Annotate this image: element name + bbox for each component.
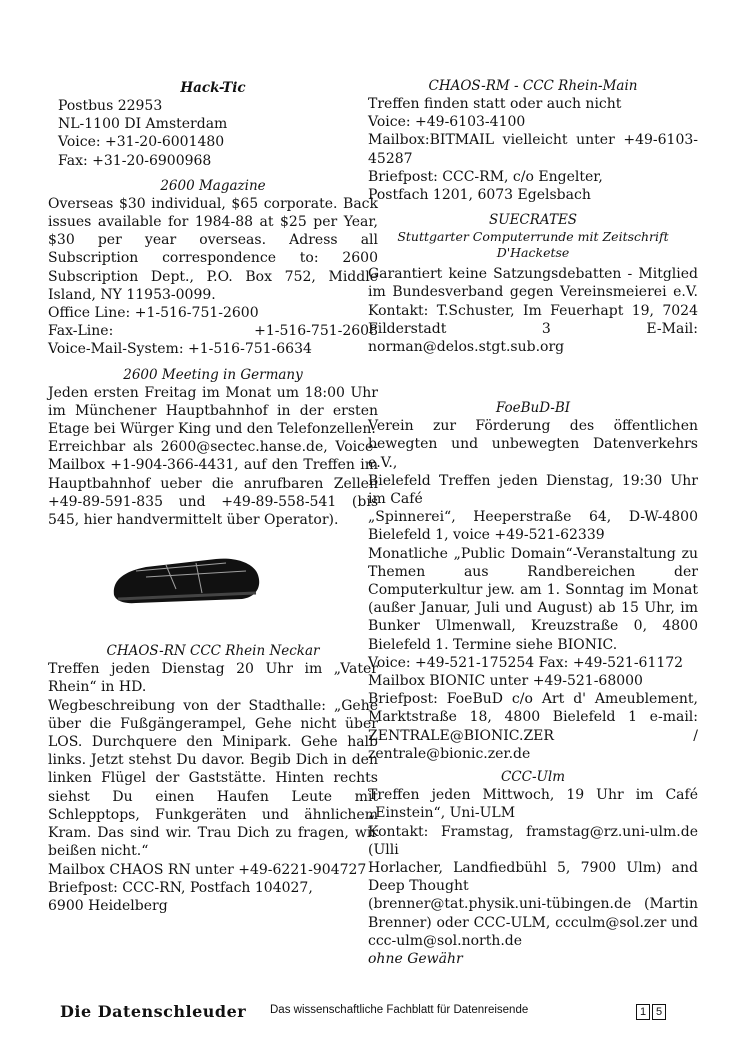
hacktic-line: Fax: +31-20-6900968 [58,152,212,169]
hacktic-line: Voice: +31-20-6001480 [58,134,225,151]
ccculm-heading: CCC-Ulm [500,769,566,786]
chaosrm-heading: CHAOS-RM - CCC Rhein-Main [428,78,638,94]
page-number [636,1000,668,1020]
hacktic-line: NL-1100 DI Amsterdam [58,116,228,133]
suecrates-subtitle-2: D'Hacketse [496,245,570,261]
magazine-voicemail: Voice-Mail-System: +1-516-751-6634 [48,341,312,358]
chaosrm-post-1: Briefpost: CCC-RM, c/o Engelter, [368,168,603,185]
chaosrm-line-1: Treffen finden statt oder auch nicht [368,96,622,112]
chaosrn-body-1: Treffen jeden Dienstag 20 Uhr im „Vater Rhein“ in HD. [48,661,378,696]
magazine-fax-line [48,322,378,340]
foebud-body-4: Monatliche „Public Domain“-Veranstaltung zu Themen aus Randbereichen der Computerkultur jew. am 1. Sonntag im Monat (außer Januar, Juli und August) ab 15 Uhr, im Bunker Ulmenwall, Kreuzstraße 0, 4800 Bielefeld 1. Termine siehe BIONIC. [368,545,698,653]
meeting-body-2: Erreichbar als 2600@sectec.hanse.de, Voice-Mailbox +1-904-366-4431, auf den Treffen im Hauptbahnhof ueber die anrufbaren Zellen +49-89-591-835 und +49-89-558-541 (bis 545, hier handvermittelt über Operator). [48,439,378,529]
page-digit: 1 [636,1004,650,1020]
right-column [368,78,698,972]
ccculm-body-2: Kontakt: Framstag, framstag@rz.uni-ulm.de (Ulli [368,823,698,858]
fax-label: Fax-Line: [48,323,114,340]
chaosrm-line-2: Voice: +49-6103-4100 [368,114,526,131]
foebud-body-5: Briefpost: FoeBuD c/o Art d' Ameublement, Marktstraße 18, 4800 Bielefeld 1 e-mail: ZENTRALE@BIONIC.ZER / zentrale@bionic.zer.de [368,691,698,762]
ccculm-body-3: Horlacher, Landfiedbühl 5, 7900 Ulm) and Deep Thought [368,859,698,895]
magazine-body: Overseas $30 individual, $65 corporate. Back issues available for 1984-88 at $25 per Year, $30 per year overseas. Adress all Subscription correspondence to: 2600 Subscription Dept., P.O. Box 752, Middle Island, NY 11953-0099. [48,195,378,303]
left-column [48,80,378,919]
foebud-heading: FoeBuD-BI [495,400,571,417]
chaosrm-mailbox: Mailbox:BITMAIL vielleicht unter +49-6103-45287 [368,132,698,167]
fax-number: +1-516-751-2608 [254,323,378,340]
ccculm-body-4: (brenner@tat.physik.uni-tübingen.de (Martin Brenner) oder CCC-ULM, ccculm@sol.zer und ccc-ulm@sol.north.de [368,896,698,949]
section-2600-magazine [48,178,378,359]
suecrates-heading: SUECRATES [488,212,578,229]
foebud-body-2: Bielefeld Treffen jeden Dienstag, 19:30 Uhr im Café [368,472,698,508]
section-2600-meeting [48,367,378,530]
meeting-body-1: Jeden ersten Freitag im Monat um 18:00 Uhr im Münchener Hauptbahnhof in der ersten Etage bei Würger King und den Telefonzellen. [48,384,378,438]
hacktic-line: Postbus 22953 [58,98,163,114]
magazine-office-line: Office Line: +1-516-751-2600 [48,305,259,322]
chaosrn-post-2: 6900 Heidelberg [48,897,168,914]
ccculm-body-1: Treffen jeden Mittwoch, 19 Uhr im Café „Einstein“, Uni-ULM [368,787,698,822]
section-suecrates [368,212,698,356]
tank-illustration [106,549,266,609]
chaosrm-post-2: Postfach 1201, 6073 Egelsbach [368,187,591,204]
ccculm-note: ohne Gewähr [368,950,463,967]
section-chaos-rm [368,78,698,204]
foebud-mailbox: Mailbox BIONIC unter +49-521-68000 [368,673,643,690]
hacktic-heading: Hack-Tic [180,80,246,96]
chaosrn-heading: CHAOS-RN CCC Rhein Neckar [106,643,320,660]
section-chaos-rn [48,643,378,915]
magazine-heading: 2600 Magazine [160,177,266,194]
foebud-body-1: Verein zur Förderung des öffentlichen bewegten und unbewegten Datenverkehrs e.V., [368,418,698,471]
suecrates-body: Garantiert keine Satzungsdebatten - Mitglied im Bundesverband gegen Vereinsmeierei e.V. Kontakt: T.Schuster, Im Feuerhapt 19, 7024 Filderstadt 3 E-Mail: norman@delos.stgt.sub.org [368,266,698,356]
section-foebud [368,400,698,763]
masthead: Die Datenschleuder [60,1002,247,1021]
chaosrn-body-2: Wegbeschreibung von der Stadthalle: „Gehe über die Fußgängerampel, Gehe nicht über LOS. Durchquere den Minipark. Gehe halb links. Jetzt stehst Du davor. Begib Dich in den linken Flügel der Gaststätte. Hinten rechts siehst Du einen Haufen Leute mit Schlepptops, Funkgeräten und ähnlichem Kram. Das sind wir. Trau Dich zu fragen, wir beißen nicht.“ [48,697,378,860]
chaosrn-post-1: Briefpost: CCC-RN, Postfach 104027, [48,879,313,896]
footer-tagline: Das wissenschaftliche Fachblatt für Datenreisende [270,1004,529,1016]
suecrates-subtitle-1: Stuttgarter Computerrunde mit Zeitschrift [397,229,669,245]
section-ccc-ulm [368,769,698,968]
foebud-body-3: „Spinnerei“, Heeperstraße 64, D-W-4800 Bielefeld 1, voice +49-521-62339 [368,509,698,544]
page-footer [0,1000,739,1030]
chaosrn-mailbox: Mailbox CHAOS RN unter +49-6221-904727 [48,861,367,878]
section-hacktic [48,80,378,170]
foebud-voice-fax: Voice: +49-521-175254 Fax: +49-521-61172 [368,654,684,671]
meeting-heading: 2600 Meeting in Germany [123,366,303,383]
page-digit: 5 [652,1004,666,1020]
